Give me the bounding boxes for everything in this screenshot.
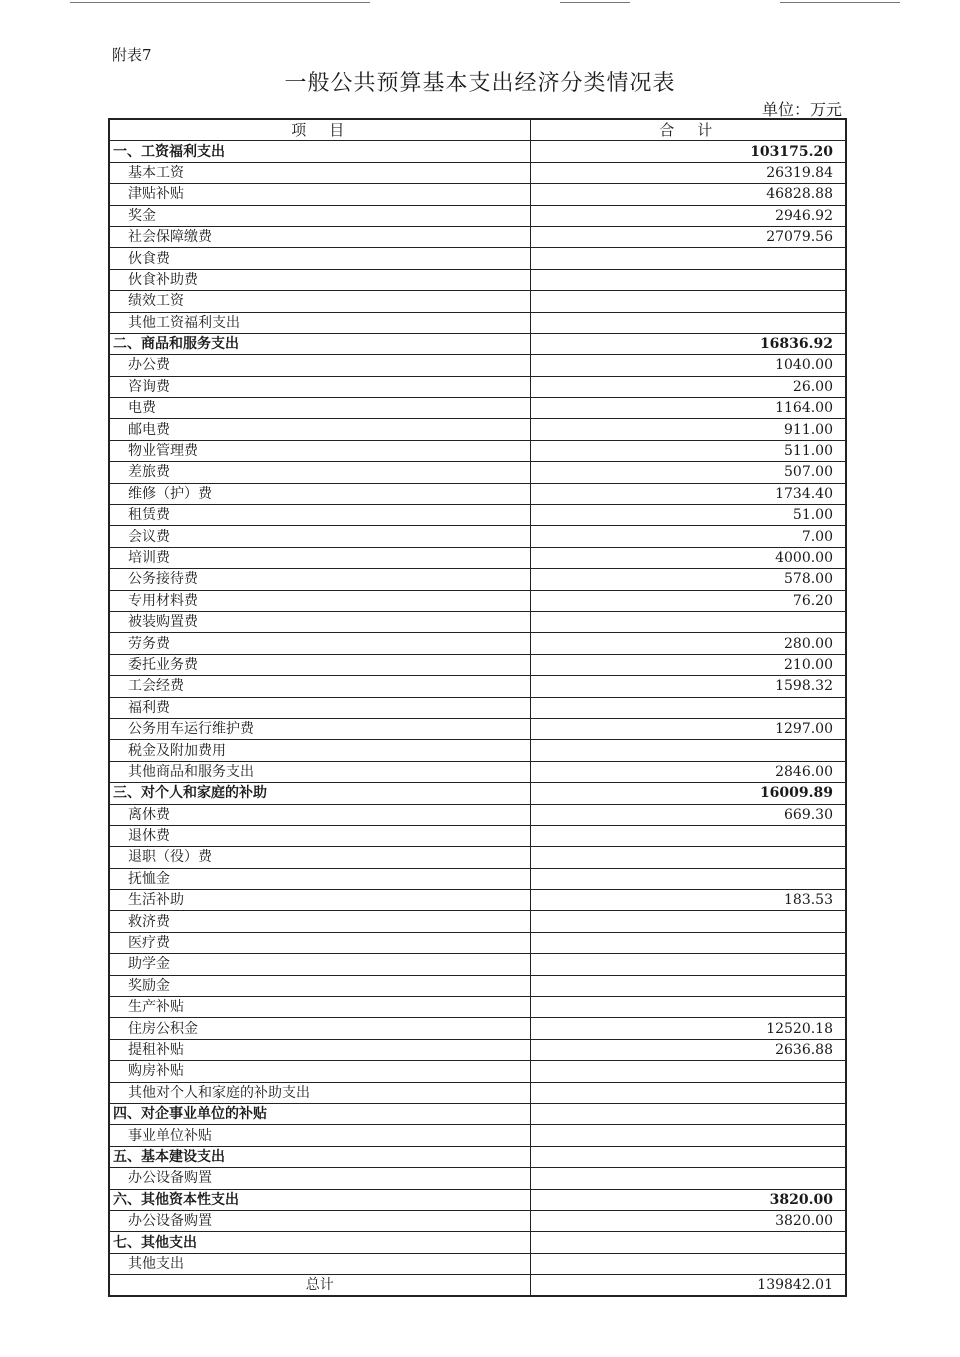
item-name: 咨询费	[109, 376, 530, 397]
table-row	[109, 312, 846, 333]
item-name: 其他工资福利支出	[109, 312, 530, 333]
item-amount	[530, 932, 846, 953]
item-amount: 51.00	[530, 505, 846, 526]
table-header-row	[109, 119, 846, 141]
item-name: 提租补贴	[109, 1039, 530, 1060]
table-body	[109, 141, 846, 1275]
item-name: 办公设备购置	[109, 1210, 530, 1231]
item-amount: 3820.00	[530, 1210, 846, 1231]
item-name: 差旅费	[109, 462, 530, 483]
item-amount	[530, 1061, 846, 1082]
item-name: 伙食费	[109, 248, 530, 269]
expenditure-table	[108, 118, 847, 1297]
item-amount: 210.00	[530, 654, 846, 675]
item-amount	[530, 1253, 846, 1274]
item-name: 公务接待费	[109, 569, 530, 590]
table-row	[109, 954, 846, 975]
item-amount: 911.00	[530, 419, 846, 440]
item-name: 邮电费	[109, 419, 530, 440]
category-row	[109, 1103, 846, 1124]
item-amount	[530, 697, 846, 718]
table-row	[109, 868, 846, 889]
item-name: 专用材料费	[109, 590, 530, 611]
item-name: 伙食补助费	[109, 269, 530, 290]
item-amount: 511.00	[530, 440, 846, 461]
table-row	[109, 355, 846, 376]
item-name: 劳务费	[109, 633, 530, 654]
item-amount	[530, 291, 846, 312]
item-amount	[530, 997, 846, 1018]
table-row	[109, 676, 846, 697]
table-row	[109, 890, 846, 911]
item-name: 生活补助	[109, 890, 530, 911]
category-row	[109, 1189, 846, 1210]
scan-artifact-line	[70, 2, 370, 3]
item-name: 事业单位补贴	[109, 1125, 530, 1146]
table-row	[109, 1125, 846, 1146]
table-row	[109, 547, 846, 568]
category-name: 二、商品和服务支出	[109, 333, 530, 354]
item-amount	[530, 825, 846, 846]
item-amount	[530, 312, 846, 333]
category-amount	[530, 1103, 846, 1124]
item-amount: 669.30	[530, 804, 846, 825]
item-name: 离休费	[109, 804, 530, 825]
category-name: 四、对企事业单位的补贴	[109, 1103, 530, 1124]
category-row	[109, 1232, 846, 1253]
total-amount: 139842.01	[530, 1275, 846, 1297]
item-name: 公务用车运行维护费	[109, 718, 530, 739]
item-name: 其他商品和服务支出	[109, 761, 530, 782]
table-row	[109, 804, 846, 825]
table-row	[109, 975, 846, 996]
column-header-total: 合 计	[530, 119, 846, 141]
item-name: 办公设备购置	[109, 1168, 530, 1189]
table-row	[109, 462, 846, 483]
table-row	[109, 569, 846, 590]
item-name: 委托业务费	[109, 654, 530, 675]
column-header-item: 项 目	[109, 119, 530, 141]
item-amount	[530, 868, 846, 889]
item-name: 住房公积金	[109, 1018, 530, 1039]
table-row	[109, 697, 846, 718]
table-row	[109, 1210, 846, 1231]
item-amount: 507.00	[530, 462, 846, 483]
item-name: 会议费	[109, 526, 530, 547]
table-row	[109, 1039, 846, 1060]
table-row	[109, 740, 846, 761]
item-name: 购房补贴	[109, 1061, 530, 1082]
item-amount: 7.00	[530, 526, 846, 547]
table-row	[109, 483, 846, 504]
item-amount	[530, 248, 846, 269]
category-amount	[530, 1146, 846, 1167]
item-amount: 2946.92	[530, 205, 846, 226]
item-name: 退休费	[109, 825, 530, 846]
item-amount	[530, 911, 846, 932]
table-row	[109, 1018, 846, 1039]
table-row	[109, 590, 846, 611]
item-amount: 26.00	[530, 376, 846, 397]
scan-artifact-line	[560, 2, 630, 3]
item-amount	[530, 847, 846, 868]
item-name: 津贴补贴	[109, 184, 530, 205]
item-amount: 183.53	[530, 890, 846, 911]
table-row	[109, 419, 846, 440]
item-name: 培训费	[109, 547, 530, 568]
table-row	[109, 269, 846, 290]
item-name: 被装购置费	[109, 611, 530, 632]
table-row	[109, 997, 846, 1018]
item-amount: 578.00	[530, 569, 846, 590]
category-name: 三、对个人和家庭的补助	[109, 783, 530, 804]
table-row	[109, 1253, 846, 1274]
item-amount: 76.20	[530, 590, 846, 611]
item-amount: 12520.18	[530, 1018, 846, 1039]
category-amount: 16836.92	[530, 333, 846, 354]
item-name: 电费	[109, 398, 530, 419]
item-name: 维修（护）费	[109, 483, 530, 504]
item-name: 奖励金	[109, 975, 530, 996]
item-amount	[530, 975, 846, 996]
table-row	[109, 226, 846, 247]
category-name: 六、其他资本性支出	[109, 1189, 530, 1210]
table-row	[109, 205, 846, 226]
table-row	[109, 825, 846, 846]
item-amount: 1040.00	[530, 355, 846, 376]
item-name: 抚恤金	[109, 868, 530, 889]
item-amount	[530, 269, 846, 290]
category-name: 七、其他支出	[109, 1232, 530, 1253]
table-row	[109, 633, 846, 654]
item-name: 办公费	[109, 355, 530, 376]
item-name: 社会保障缴费	[109, 226, 530, 247]
item-name: 税金及附加费用	[109, 740, 530, 761]
table-row	[109, 376, 846, 397]
item-amount	[530, 1168, 846, 1189]
item-name: 租赁费	[109, 505, 530, 526]
category-name: 五、基本建设支出	[109, 1146, 530, 1167]
table-row	[109, 505, 846, 526]
table-row	[109, 1061, 846, 1082]
table-row	[109, 184, 846, 205]
category-row	[109, 333, 846, 354]
table-row	[109, 526, 846, 547]
item-amount: 26319.84	[530, 162, 846, 183]
table-row	[109, 611, 846, 632]
item-name: 助学金	[109, 954, 530, 975]
item-amount	[530, 1125, 846, 1146]
total-row	[109, 1275, 846, 1297]
item-name: 工会经费	[109, 676, 530, 697]
item-amount: 1598.32	[530, 676, 846, 697]
attachment-label: 附表7	[112, 46, 152, 64]
table-row	[109, 654, 846, 675]
item-amount	[530, 611, 846, 632]
table-row	[109, 248, 846, 269]
category-amount	[530, 1232, 846, 1253]
table-row	[109, 291, 846, 312]
table-row	[109, 911, 846, 932]
table-row	[109, 718, 846, 739]
item-amount	[530, 740, 846, 761]
table-row	[109, 847, 846, 868]
category-row	[109, 783, 846, 804]
category-amount: 103175.20	[530, 141, 846, 162]
item-amount: 280.00	[530, 633, 846, 654]
item-name: 基本工资	[109, 162, 530, 183]
total-label: 总计	[109, 1275, 530, 1297]
item-amount: 2846.00	[530, 761, 846, 782]
item-name: 其他对个人和家庭的补助支出	[109, 1082, 530, 1103]
scan-artifact-line	[780, 2, 900, 3]
item-name: 福利费	[109, 697, 530, 718]
item-amount	[530, 1082, 846, 1103]
category-amount: 3820.00	[530, 1189, 846, 1210]
item-name: 绩效工资	[109, 291, 530, 312]
item-amount	[530, 954, 846, 975]
category-row	[109, 141, 846, 162]
document-title: 一般公共预算基本支出经济分类情况表	[284, 71, 676, 96]
item-name: 救济费	[109, 911, 530, 932]
item-amount: 1297.00	[530, 718, 846, 739]
category-row	[109, 1146, 846, 1167]
table-row	[109, 398, 846, 419]
item-name: 医疗费	[109, 932, 530, 953]
item-name: 其他支出	[109, 1253, 530, 1274]
table-row	[109, 1168, 846, 1189]
item-name: 生产补贴	[109, 997, 530, 1018]
unit-label: 单位：万元	[761, 100, 842, 119]
item-name: 物业管理费	[109, 440, 530, 461]
table-row	[109, 1082, 846, 1103]
category-amount: 16009.89	[530, 783, 846, 804]
table-row	[109, 440, 846, 461]
category-name: 一、工资福利支出	[109, 141, 530, 162]
item-amount: 46828.88	[530, 184, 846, 205]
item-amount: 4000.00	[530, 547, 846, 568]
table-row	[109, 761, 846, 782]
table-row	[109, 162, 846, 183]
item-name: 退职（役）费	[109, 847, 530, 868]
item-amount: 1734.40	[530, 483, 846, 504]
item-amount: 27079.56	[530, 226, 846, 247]
item-name: 奖金	[109, 205, 530, 226]
table-row	[109, 932, 846, 953]
item-amount: 2636.88	[530, 1039, 846, 1060]
item-amount: 1164.00	[530, 398, 846, 419]
